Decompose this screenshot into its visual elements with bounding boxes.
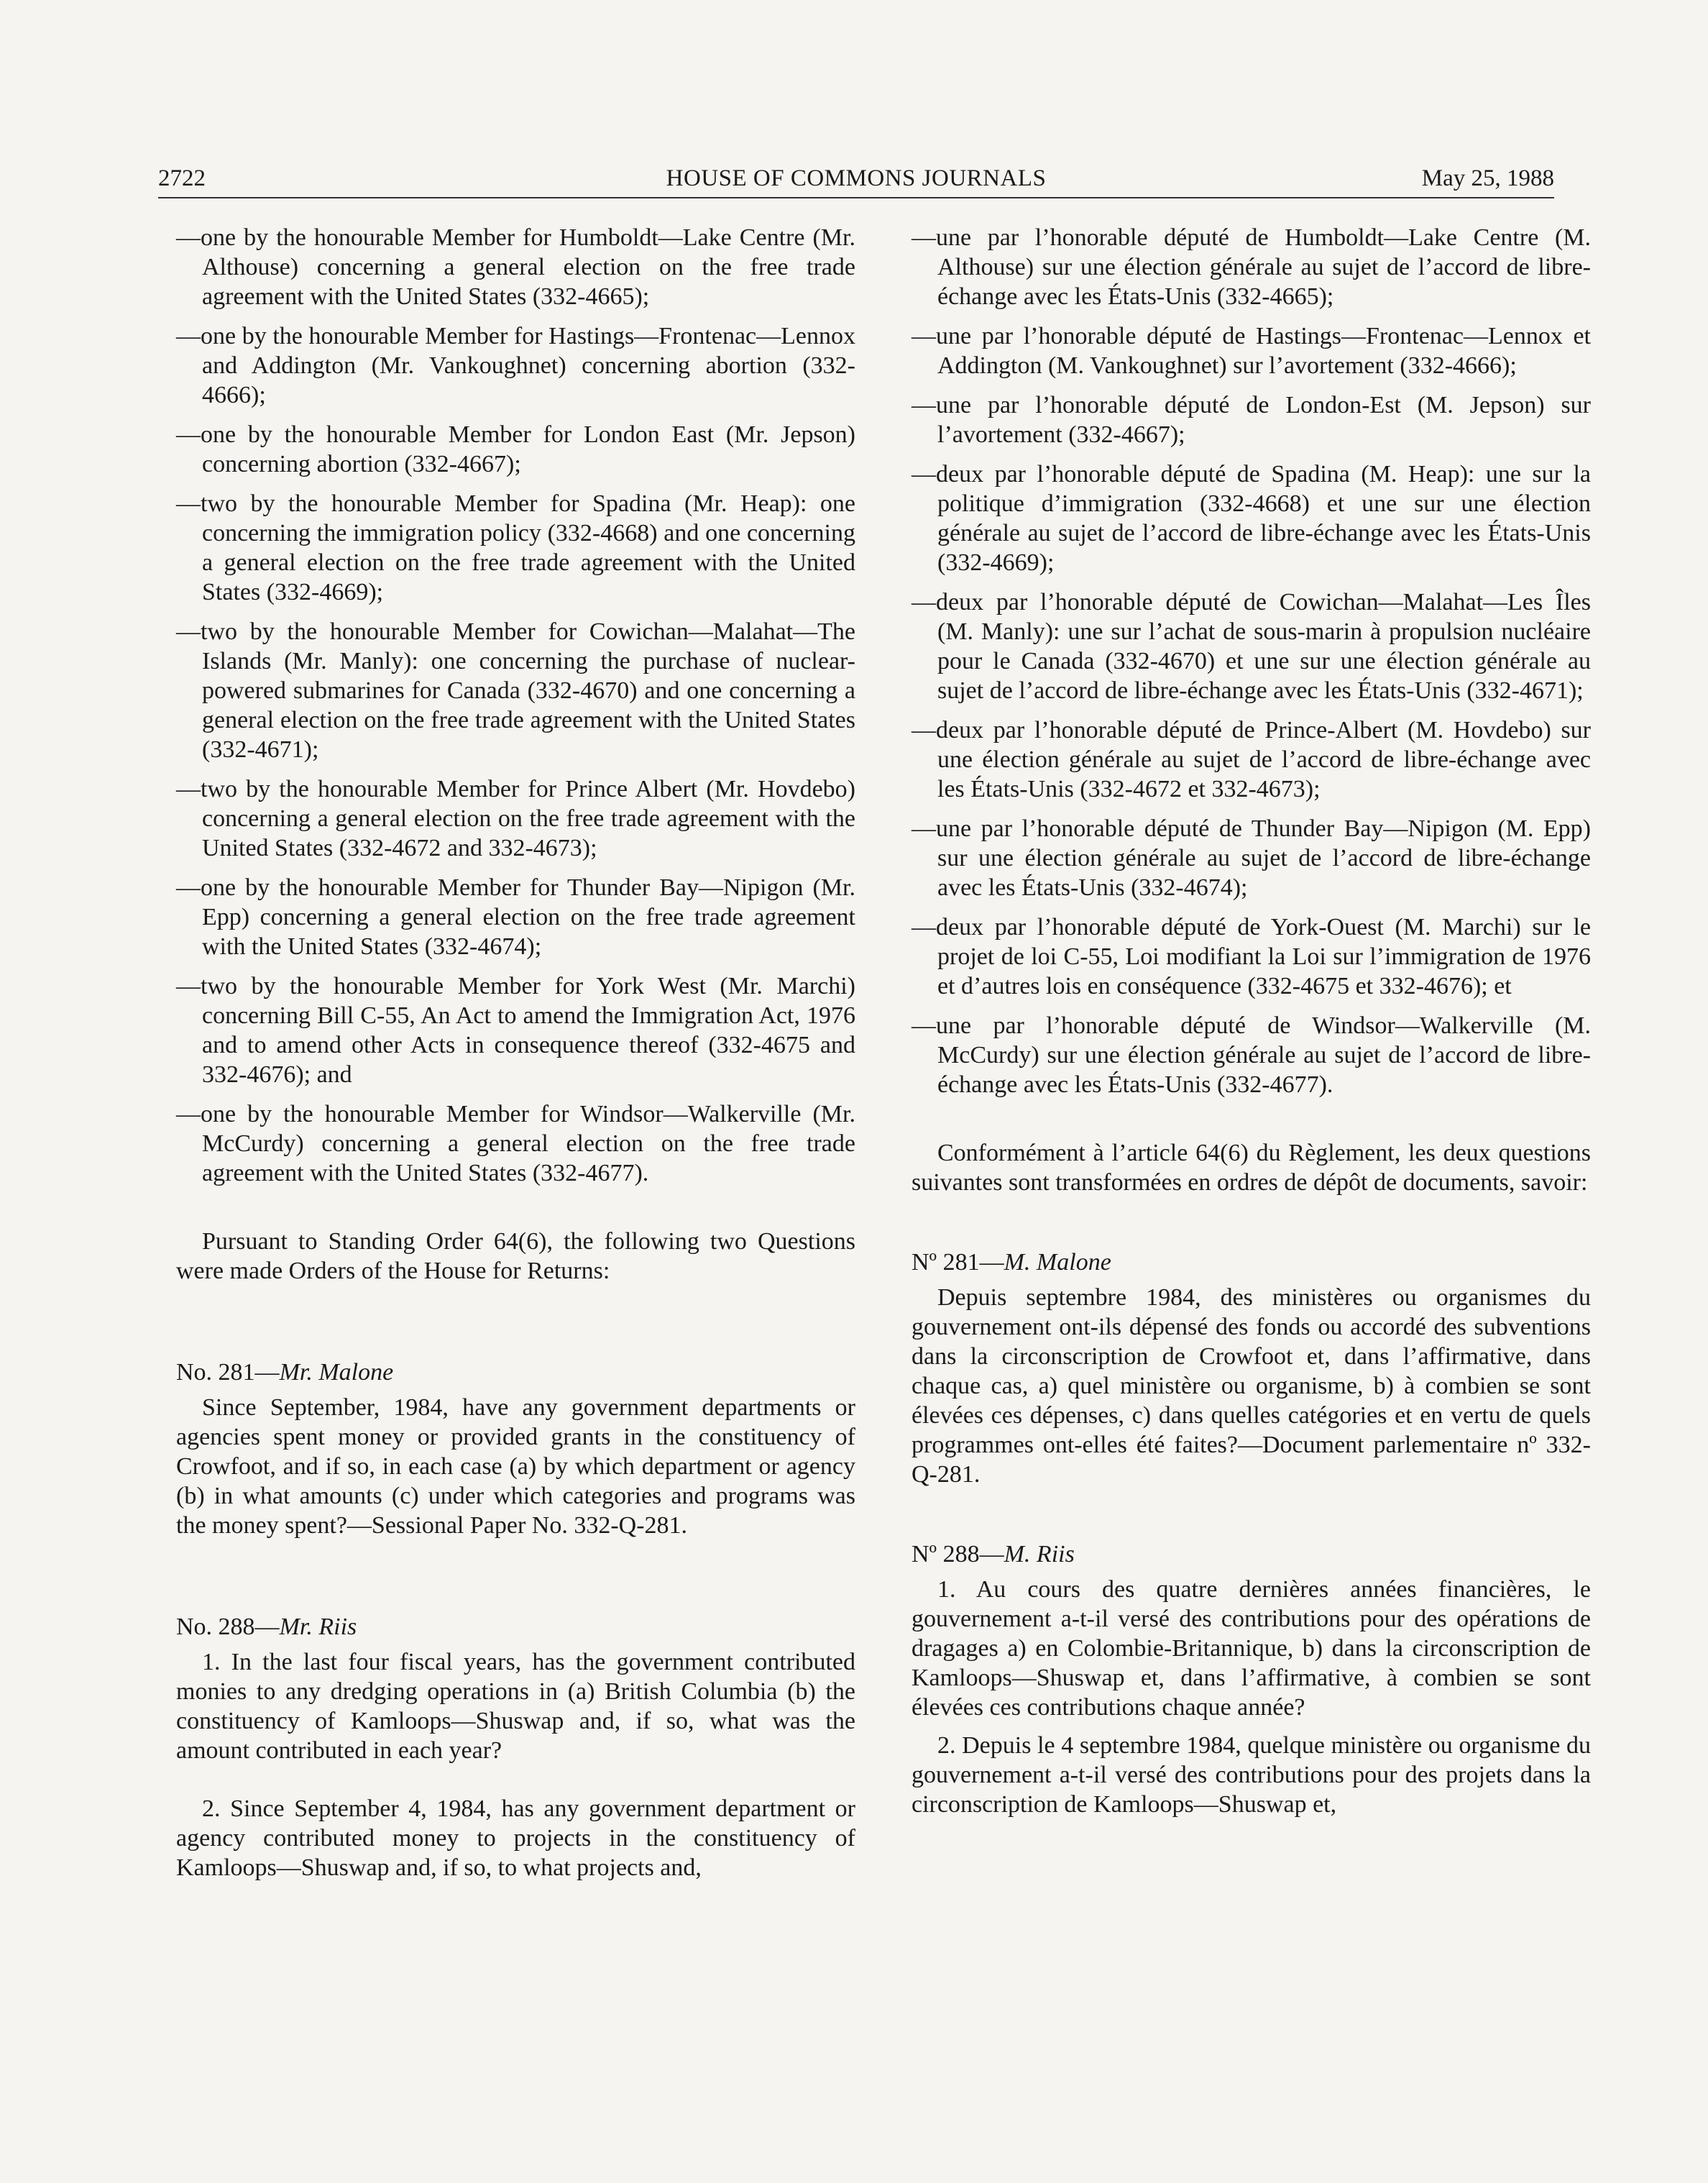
petition-entry: —one by the honourable Member for Hastings—Frontenac—Lennox and Addington (Mr. Vankoughnet) concerning abortion (332-4666); [176,323,855,408]
question-member: M. Riis [1004,1541,1075,1568]
petition-entry: —deux par l’honorable député de Prince-Albert (M. Hovdebo) sur une élection générale au sujet de l’accord de libre-échange avec les États-Unis (332-4672 et 332-4673); [912,717,1591,802]
question-number: Nº 288— [912,1541,1004,1568]
question-heading [176,1358,855,1387]
question-heading [176,1612,855,1642]
petition-entry: —deux par l’honorable député de York-Ouest (M. Marchi) sur le projet de loi C-55, Loi modifiant la Loi sur l’immigration de 1976 et d’autres lois en conséquence (332-4675 et 332-4676); et [912,914,1591,999]
page-number: 2722 [158,165,206,191]
petition-entry: —one by the honourable Member for Humboldt—Lake Centre (Mr. Althouse) concerning a general election on the free trade agreement with the United States (332-4665); [176,224,855,310]
question-number: Nº 281— [912,1249,1004,1276]
question-number: No. 281— [176,1359,280,1386]
question-heading [912,1539,1591,1569]
petition-entry: —deux par l’honorable député de Cowichan—Malahat—Les Îles (M. Manly): une sur l’achat de sous-marin à propulsion nucléaire pour le Canada (332-4670) et une sur une élection générale au sujet de l’accord de libre-échange avec les États-Unis (332-4671); [912,589,1591,704]
question-part: 1. Au cours des quatre dernières années financières, le gouvernement a-t-il versé des contributions pour des opérations de dragages a) en Colombie-Britannique, b) dans la circonscription de Kamloops—Shuswap et, dans l’affirmative, à combien se sont élevées ces contributions chaque année? [912,1576,1591,1721]
english-column [176,223,855,1882]
petition-entry: —une par l’honorable député de Hastings—Frontenac—Lennox et Addington (M. Vankoughnet) sur l’avortement (332-4666); [912,323,1591,379]
question-part: 1. In the last four fiscal years, has the government contributed monies to any dredging operations in (a) British Columbia (b) the constituency of Kamloops—Shuswap and, if so, what was the amount contributed in each year? [176,1649,855,1764]
question-part: 2. Depuis le 4 septembre 1984, quelque ministère ou organisme du gouvernement a-t-il versé des contributions pour des projets dans la circonscription de Kamloops—Shuswap et, [912,1732,1591,1818]
petition-entry: —two by the honourable Member for Cowichan—Malahat—The Islands (Mr. Manly): one concerning the purchase of nuclear-powered submarines for Canada (332-4670) and one concerning a general election on the free trade agreement with the United States (332-4671); [176,618,855,763]
standing-order-paragraph: Conformément à l’article 64(6) du Règlement, les deux questions suivantes sont transformées en ordres de dépôt de documents, savoir: [912,1140,1591,1196]
petition-entry: —two by the honourable Member for York West (Mr. Marchi) concerning Bill C-55, An Act to amend the Immigration Act, 1976 and to amend other Acts in consequence thereof (332-4675 and 332-4676); and [176,973,855,1088]
question-member: M. Malone [1004,1249,1111,1276]
petition-entry: —une par l’honorable député de Humboldt—Lake Centre (M. Althouse) sur une élection générale au sujet de l’accord de libre-échange avec les États-Unis (332-4665); [912,224,1591,310]
question-member: Mr. Riis [279,1614,357,1640]
petition-entry: —une par l’honorable député de Thunder Bay—Nipigon (M. Epp) sur une élection générale au sujet de l’accord de libre-échange avec les États-Unis (332-4674); [912,815,1591,901]
journal-title: HOUSE OF COMMONS JOURNALS [666,165,1047,191]
petition-entry: —two by the honourable Member for Prince Albert (Mr. Hovdebo) concerning a general election on the free trade agreement with the United States (332-4672 and 332-4673); [176,776,855,861]
french-column [912,223,1591,1819]
question-part: 2. Since September 4, 1984, has any government department or agency contributed money to projects in the constituency of Kamloops—Shuswap and, if so, to what projects and, [176,1795,855,1881]
question-text: Depuis septembre 1984, des ministères ou organismes du gouvernement ont-ils dépensé des fonds ou accordé des subventions dans la circonscription de Crowfoot et, dans l’affirmative, dans chaque cas, a) quel ministère ou organisme, b) à combien se sont élevées ces dépenses, c) dans quelles catégories et en vertu de quels programmes ont-elles été faites?—Document parlementaire nº 332-Q-281. [912,1284,1591,1488]
petition-entry: —deux par l’honorable député de Spadina (M. Heap): une sur la politique d’immigration (332-4668) et une sur une élection générale au sujet de l’accord de libre-échange avec les États-Unis (332-4669); [912,461,1591,576]
petition-entry: —two by the honourable Member for Spadina (Mr. Heap): one concerning the immigration policy (332-4668) and one concerning a general election on the free trade agreement with the United States (332-4669); [176,490,855,605]
petition-entry: —one by the honourable Member for Windsor—Walkerville (Mr. McCurdy) concerning a general election on the free trade agreement with the United States (332-4677). [176,1101,855,1186]
petition-entry: —one by the honourable Member for London East (Mr. Jepson) concerning abortion (332-4667); [176,421,855,477]
petition-entry: —one by the honourable Member for Thunder Bay—Nipigon (Mr. Epp) concerning a general election on the free trade agreement with the United States (332-4674); [176,874,855,960]
question-text: Since September, 1984, have any government departments or agencies spent money or provided grants in the constituency of Crowfoot, and if so, in each case (a) by which department or agency (b) in what amounts (c) under which categories and programs was the money spent?—Sessional Paper No. 332-Q-281. [176,1394,855,1539]
page-header [158,163,1554,198]
petition-entry: —une par l’honorable député de Windsor—Walkerville (M. McCurdy) sur une élection générale au sujet de l’accord de libre-échange avec les États-Unis (332-4677). [912,1012,1591,1098]
petition-entry: —une par l’honorable député de London-Est (M. Jepson) sur l’avortement (332-4667); [912,392,1591,448]
page-date: May 25, 1988 [1421,165,1554,191]
question-member: Mr. Malone [279,1359,394,1386]
question-heading [912,1248,1591,1277]
question-number: No. 288— [176,1614,280,1640]
standing-order-paragraph: Pursuant to Standing Order 64(6), the following two Questions were made Orders of the House for Returns: [176,1228,855,1284]
